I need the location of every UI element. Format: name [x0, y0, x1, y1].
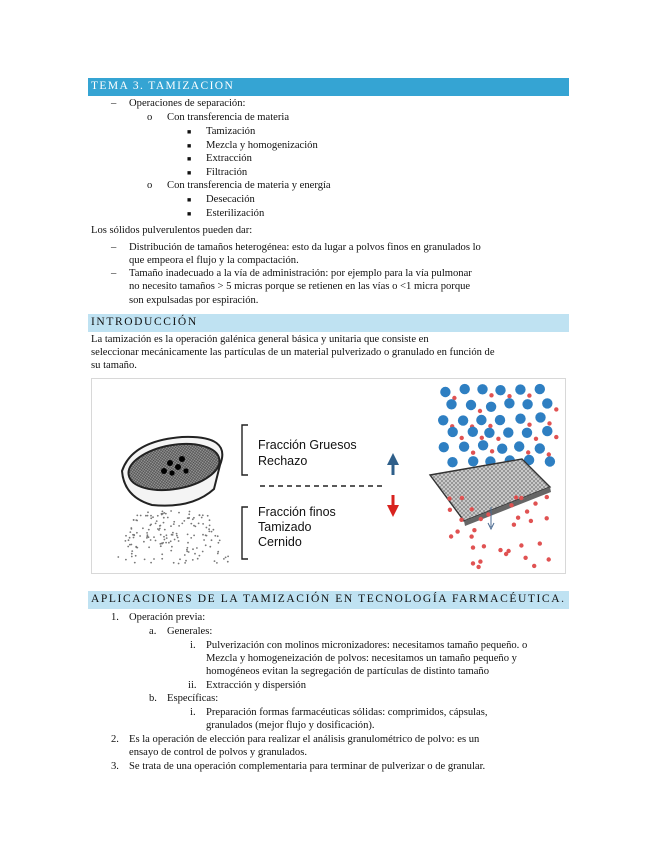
fine-powder-dot	[187, 542, 189, 544]
fine-powder-dot	[193, 525, 195, 527]
fine-particle	[476, 565, 480, 569]
fine-powder-dot	[150, 515, 152, 517]
fine-particle	[538, 541, 542, 545]
fine-particle	[472, 528, 476, 532]
fine-powder-dot	[173, 562, 175, 564]
fine-powder-dot	[133, 534, 135, 536]
fine-powder-dot	[165, 513, 167, 515]
coarse-particle	[460, 384, 470, 394]
fine-powder-dot	[178, 563, 180, 565]
section-header-tema	[88, 78, 569, 96]
fine-powder-dot	[143, 541, 145, 543]
fine-powder-dot	[125, 540, 127, 542]
tema-line: que empeora el flujo y la compactación.	[129, 255, 299, 266]
fine-particle	[469, 534, 473, 538]
fine-powder-dot	[188, 513, 190, 515]
apps-line: Generales:	[167, 626, 213, 637]
fine-powder-dot	[192, 548, 194, 550]
fine-powder-dot	[129, 537, 131, 539]
fine-powder-dot	[190, 523, 192, 525]
fine-particle	[534, 437, 538, 441]
fine-powder-dot	[131, 528, 133, 530]
fine-powder-dot	[155, 523, 157, 525]
fine-powder-dot	[168, 542, 170, 544]
circle-marker: o	[147, 112, 153, 123]
fine-powder-dot	[196, 547, 198, 549]
fine-powder-dot	[131, 550, 133, 552]
fine-powder-dot	[186, 549, 188, 551]
fine-powder-dot	[133, 537, 135, 539]
fine-powder-dot	[208, 528, 210, 530]
fine-powder-dot	[128, 539, 130, 541]
fine-powder-dot	[181, 523, 183, 525]
fine-powder-dot	[198, 523, 200, 525]
fine-particle	[533, 501, 537, 505]
fine-particle	[532, 564, 536, 568]
fine-powder-dot	[163, 517, 165, 519]
section-header-apps	[88, 591, 569, 609]
fine-powder-dot	[129, 531, 131, 533]
coarse-particle	[515, 384, 525, 394]
coarse-particle	[504, 398, 514, 408]
coarse-particle	[545, 456, 555, 466]
fine-particle	[523, 556, 527, 560]
fine-powder-dot	[125, 559, 127, 561]
fine-powder-dot	[147, 515, 149, 517]
fine-powder-dot	[179, 558, 181, 560]
fine-particle	[514, 495, 518, 499]
fine-particle	[545, 495, 549, 499]
fine-powder-dot	[145, 515, 147, 517]
sieving-figure	[91, 378, 566, 574]
tema-bullet: Filtración	[206, 167, 248, 178]
coarse-particle	[458, 415, 468, 425]
square-bullet: ■	[187, 128, 192, 136]
fine-powder-dot	[171, 534, 173, 536]
fine-particle	[547, 421, 551, 425]
fine-powder-dot	[209, 525, 211, 527]
tema-line: Con transferencia de materia	[167, 112, 290, 123]
coarse-particle	[535, 443, 545, 453]
fine-powder-dot	[187, 547, 189, 549]
fine-powder-dot	[211, 539, 213, 541]
coarse-particle	[542, 398, 552, 408]
fine-powder-dot	[150, 562, 152, 564]
fine-particle	[471, 545, 475, 549]
arrow-up-icon	[387, 453, 399, 475]
coarse-bracket	[242, 425, 248, 475]
fine-powder-dot	[161, 558, 163, 560]
apps-title: APLICACIONES DE LA TAMIZACIÓN EN TECNOLOGÍA FARMACÉUTICA.	[91, 593, 566, 605]
fine-powder-dot	[187, 534, 189, 536]
coarse-particle	[495, 415, 505, 425]
apps-line: Mezcla y homogeneización de polvos: necesitamos un tamaño pequeño y	[206, 653, 517, 664]
fine-particle	[529, 519, 533, 523]
fine-powder-dot	[199, 555, 201, 557]
tema-bullet: Tamización	[206, 126, 256, 137]
list-number: 2.	[111, 734, 119, 745]
sieve-illustration	[122, 437, 223, 506]
fine-powder-dot	[225, 557, 227, 559]
coarse-particle	[468, 427, 478, 437]
fine-powder-dot	[213, 529, 215, 531]
fine-particle	[482, 544, 486, 548]
apps-line: homogéneos evitan la segregación de partículas de distinto tamaño	[206, 666, 490, 677]
fine-powder-dot	[202, 551, 204, 553]
fine-powder-dot	[131, 556, 133, 558]
fine-powder-dot	[163, 536, 165, 538]
coarse-label-line2: Rechazo	[258, 454, 308, 468]
tema-line: no necesito tamaños > 5 micras porque se retienen en las vías o <1 micra porque	[129, 281, 471, 292]
square-bullet: ■	[187, 169, 192, 177]
fine-powder-dot	[192, 559, 194, 561]
fine-powder-dot	[190, 537, 192, 539]
fine-powder-dot	[219, 540, 221, 542]
fine-powder-dot	[131, 544, 133, 546]
fine-powder-dot	[183, 520, 185, 522]
coarse-particle	[447, 457, 457, 467]
fine-particle	[448, 508, 452, 512]
fine-powder-dot	[203, 539, 205, 541]
coarse-particle	[522, 399, 532, 409]
coarse-particle	[514, 441, 524, 451]
tema-line: Operaciones de separación:	[129, 98, 246, 109]
fine-powder-dot	[117, 556, 119, 558]
apps-line: Operación previa:	[129, 612, 206, 623]
fine-powder-dot	[192, 518, 194, 520]
fine-powder-dot	[127, 546, 129, 548]
fine-powder-dot	[136, 532, 138, 534]
fine-powder-dot	[173, 523, 175, 525]
fine-powder-dots	[117, 510, 229, 564]
fine-powder-dot	[178, 512, 180, 514]
fine-powder-dot	[164, 539, 166, 541]
dash-marker: –	[111, 98, 117, 109]
apps-line: Pulverización con molinos micronizadores: necesitamos tamaño pequeño. o	[206, 640, 528, 651]
fine-particle	[447, 496, 451, 500]
fine-particle	[525, 509, 529, 513]
fine-particle	[460, 496, 464, 500]
fine-powder-dot	[159, 528, 161, 530]
coarse-particle	[542, 426, 552, 436]
fine-powder-dot	[133, 519, 135, 521]
fine-powder-dot	[171, 546, 173, 548]
fine-powder-dot	[150, 539, 152, 541]
fine-powder-dot	[136, 547, 138, 549]
coarse-particle	[438, 415, 448, 425]
fine-particle	[489, 393, 493, 397]
fine-powder-dot	[170, 510, 172, 512]
fine-powder-dot	[142, 527, 144, 529]
fine-particle	[547, 557, 551, 561]
fine-particle	[488, 424, 492, 428]
fine-particle	[449, 534, 453, 538]
tema-line: son expulsadas por espiración.	[129, 295, 259, 306]
square-bullet: ■	[187, 210, 192, 218]
fine-powder-dot	[148, 546, 150, 548]
list-roman: i.	[190, 707, 196, 718]
coarse-particle	[503, 427, 513, 437]
fine-particle	[519, 543, 523, 547]
tema-bullet: Desecación	[206, 194, 255, 205]
fine-powder-dot	[177, 537, 179, 539]
fine-particle	[504, 552, 508, 556]
fine-powder-dot	[155, 540, 157, 542]
arrow-down-icon	[387, 495, 399, 517]
tema-bullet: Mezcla y homogenización	[206, 140, 318, 151]
tema-bullet: Esterilización	[206, 208, 265, 219]
list-roman: ii.	[188, 680, 197, 691]
fine-powder-dot	[156, 520, 158, 522]
fine-powder-dot	[209, 546, 211, 548]
fine-powder-dot	[205, 534, 207, 536]
fine-powder-dot	[160, 545, 162, 547]
fine-powder-dot	[146, 532, 148, 534]
fine-powder-dot	[173, 521, 175, 523]
fine-powder-dot	[197, 558, 199, 560]
fine-powder-dot	[178, 540, 180, 542]
fine-powder-dot	[206, 527, 208, 529]
coarse-particle	[476, 415, 486, 425]
fine-particle	[509, 503, 513, 507]
fine-particle	[554, 435, 558, 439]
fine-particle	[480, 436, 484, 440]
fine-powder-dot	[131, 553, 133, 555]
fine-powder-dot	[178, 525, 180, 527]
intro-line: seleccionar mecánicamente las partículas de un material pulverizado o granulado en función de	[91, 347, 495, 358]
coarse-particle	[477, 384, 487, 394]
fine-powder-dot	[202, 523, 204, 525]
section-header-intro	[88, 314, 569, 332]
fine-powder-dot	[125, 535, 127, 537]
fine-powder-dot	[205, 544, 207, 546]
fine-powder-dot	[201, 517, 203, 519]
fine-powder-dot	[202, 514, 204, 516]
coarse-particle	[448, 427, 458, 437]
fine-powder-dot	[135, 555, 137, 557]
fine-powder-dot	[159, 525, 161, 527]
tema-line: Distribución de tamaños heterogénea: esto da lugar a polvos finos en granulados lo	[129, 242, 481, 253]
fine-powder-dot	[134, 562, 136, 564]
fine-powder-dot	[148, 536, 150, 538]
fine-powder-dot	[217, 551, 219, 553]
fine-powder-dot	[172, 532, 174, 534]
coarse-particles	[438, 384, 559, 470]
fine-particle	[478, 559, 482, 563]
fine-powder-dot	[202, 534, 204, 536]
coarse-particle	[486, 402, 496, 412]
fine-powder-dot	[152, 516, 154, 518]
fine-particle	[460, 436, 464, 440]
fine-powder-dot	[136, 515, 138, 517]
coarse-particle	[466, 400, 476, 410]
coarse-particle	[522, 428, 532, 438]
list-number: 3.	[111, 761, 119, 772]
coarse-particle	[459, 442, 469, 452]
coarse-particle	[484, 428, 494, 438]
apps-line: Se trata de una operación complementaria para terminar de pulverizar o de granular.	[129, 761, 486, 772]
dash-marker: –	[111, 268, 117, 279]
coarse-particle	[478, 440, 488, 450]
fine-particle	[479, 517, 483, 521]
list-roman: i.	[190, 640, 196, 651]
fine-powder-dot	[167, 517, 169, 519]
intro-line: su tamaño.	[91, 360, 137, 371]
fine-particle	[516, 516, 520, 520]
coarse-particle	[535, 412, 545, 422]
apps-line: ensayo de control de polvos y granulados.	[129, 747, 307, 758]
fine-powder-dot	[208, 531, 210, 533]
fine-label-line2: Tamizado	[258, 520, 312, 534]
tema-bullet: Extracción	[206, 153, 252, 164]
fine-particle	[471, 561, 475, 565]
fine-powder-dot	[216, 562, 218, 564]
fine-particle	[478, 409, 482, 413]
fine-powder-dot	[163, 512, 165, 514]
fine-bracket	[242, 507, 248, 559]
fine-powder-dot	[150, 524, 152, 526]
fine-powder-dot	[161, 513, 163, 515]
coarse-particle	[446, 399, 456, 409]
fine-powder-dot	[193, 517, 195, 519]
fine-powder-dot	[153, 536, 155, 538]
coarse-particle	[535, 384, 545, 394]
fine-powder-dot	[187, 517, 189, 519]
apps-line: Es la operación de elección para realizar el análisis granulométrico de polvo: es un	[129, 734, 480, 745]
coarse-particle	[497, 444, 507, 454]
list-letter: a.	[149, 626, 157, 637]
list-number: 1.	[111, 612, 119, 623]
fine-powder-dot	[207, 515, 209, 517]
dash-marker: –	[111, 242, 117, 253]
fine-particle	[471, 451, 475, 455]
fine-powder-dot	[157, 515, 159, 517]
fine-label-line1: Fracción finos	[258, 505, 336, 519]
fine-powder-dot	[176, 535, 178, 537]
fine-powder-dot	[170, 525, 172, 527]
fine-powder-dot	[227, 561, 229, 563]
tema-paragraph: Los sólidos pulverulentos pueden dar:	[91, 225, 253, 236]
fine-powder-dot	[223, 558, 225, 560]
fine-label-line3: Cernido	[258, 535, 302, 549]
fine-powder-dot	[214, 560, 216, 562]
list-letter: b.	[149, 693, 157, 704]
fine-particle	[507, 394, 511, 398]
coarse-particle	[440, 387, 450, 397]
fine-powder-dot	[218, 542, 220, 544]
apps-line: Extracción y dispersión	[206, 680, 307, 691]
fine-particle	[512, 523, 516, 527]
fine-powder-dot	[176, 533, 178, 535]
fine-powder-dot	[193, 535, 195, 537]
fine-powder-dot	[186, 551, 188, 553]
fine-powder-dot	[157, 528, 159, 530]
fine-powder-dot	[166, 534, 168, 536]
circle-marker: o	[147, 180, 153, 191]
fine-particle	[526, 450, 530, 454]
fine-powder-dot	[148, 529, 150, 531]
intro-title: INTRODUCCIÓN	[91, 316, 198, 328]
fine-powder-dot	[159, 543, 161, 545]
fine-powder-dot	[135, 519, 137, 521]
coarse-particle	[468, 456, 478, 466]
fine-powder-dot	[184, 562, 186, 564]
fine-powder-dot	[162, 511, 164, 513]
fine-powder-dot	[209, 519, 211, 521]
fine-powder-dot	[153, 558, 155, 560]
apps-line: Preparación formas farmacéuticas sólidas: comprimidos, cápsulas,	[206, 707, 488, 718]
fine-powder-dot	[164, 529, 166, 531]
tema-line: Tamaño inadecuado a la vía de administración: por ejemplo para la vía pulmonar	[129, 268, 472, 279]
coarse-label-line1: Fracción Gruesos	[258, 438, 357, 452]
fine-powder-dot	[144, 559, 146, 561]
fine-powder-dot	[160, 534, 162, 536]
square-bullet: ■	[187, 142, 192, 150]
coarse-particle	[439, 442, 449, 452]
fine-powder-dot	[163, 522, 165, 524]
square-bullet: ■	[187, 196, 192, 204]
coarse-particle	[515, 414, 525, 424]
coarse-particle	[495, 385, 505, 395]
square-bullet: ■	[187, 155, 192, 163]
fine-particle	[527, 393, 531, 397]
fine-particle	[459, 518, 463, 522]
fine-powder-dot	[184, 554, 186, 556]
fine-particle	[498, 548, 502, 552]
fine-powder-dot	[189, 511, 191, 513]
fine-powder-dot	[214, 535, 216, 537]
intro-line: La tamización es la operación galénica general básica y unitaria que consiste en	[91, 334, 429, 345]
fine-powder-dot	[227, 556, 229, 558]
fine-particle	[470, 507, 474, 511]
fine-particle	[486, 512, 490, 516]
fine-powder-dot	[150, 517, 152, 519]
fine-particle	[547, 452, 551, 456]
fine-particle	[455, 529, 459, 533]
tema-line: Con transferencia de materia y energía	[167, 180, 331, 191]
fine-powder-dot	[174, 539, 176, 541]
fine-powder-dot	[166, 537, 168, 539]
apps-line: granulados (mejor flujo y dosificación).	[206, 720, 375, 731]
fine-powder-dot	[185, 560, 187, 562]
fine-particle	[554, 407, 558, 411]
fine-powder-dot	[217, 553, 219, 555]
fine-powder-dot	[170, 540, 172, 542]
fine-particle	[545, 516, 549, 520]
fine-particle	[527, 423, 531, 427]
fine-powder-dot	[211, 531, 213, 533]
fine-powder-dot	[194, 553, 196, 555]
fine-powder-dot	[139, 535, 141, 537]
fine-powder-dot	[140, 515, 142, 517]
fine-powder-dot	[170, 550, 172, 552]
fine-particle	[490, 449, 494, 453]
tema-title: TEMA 3. TAMIZACION	[91, 80, 235, 92]
fine-powder-dot	[165, 542, 167, 544]
fine-powder-dot	[199, 514, 201, 516]
fine-particle	[519, 496, 523, 500]
fine-powder-dot	[217, 535, 219, 537]
apps-line: Específicas:	[167, 693, 219, 704]
fine-powder-dot	[147, 511, 149, 513]
fine-powder-dot	[161, 553, 163, 555]
fine-particle	[496, 437, 500, 441]
